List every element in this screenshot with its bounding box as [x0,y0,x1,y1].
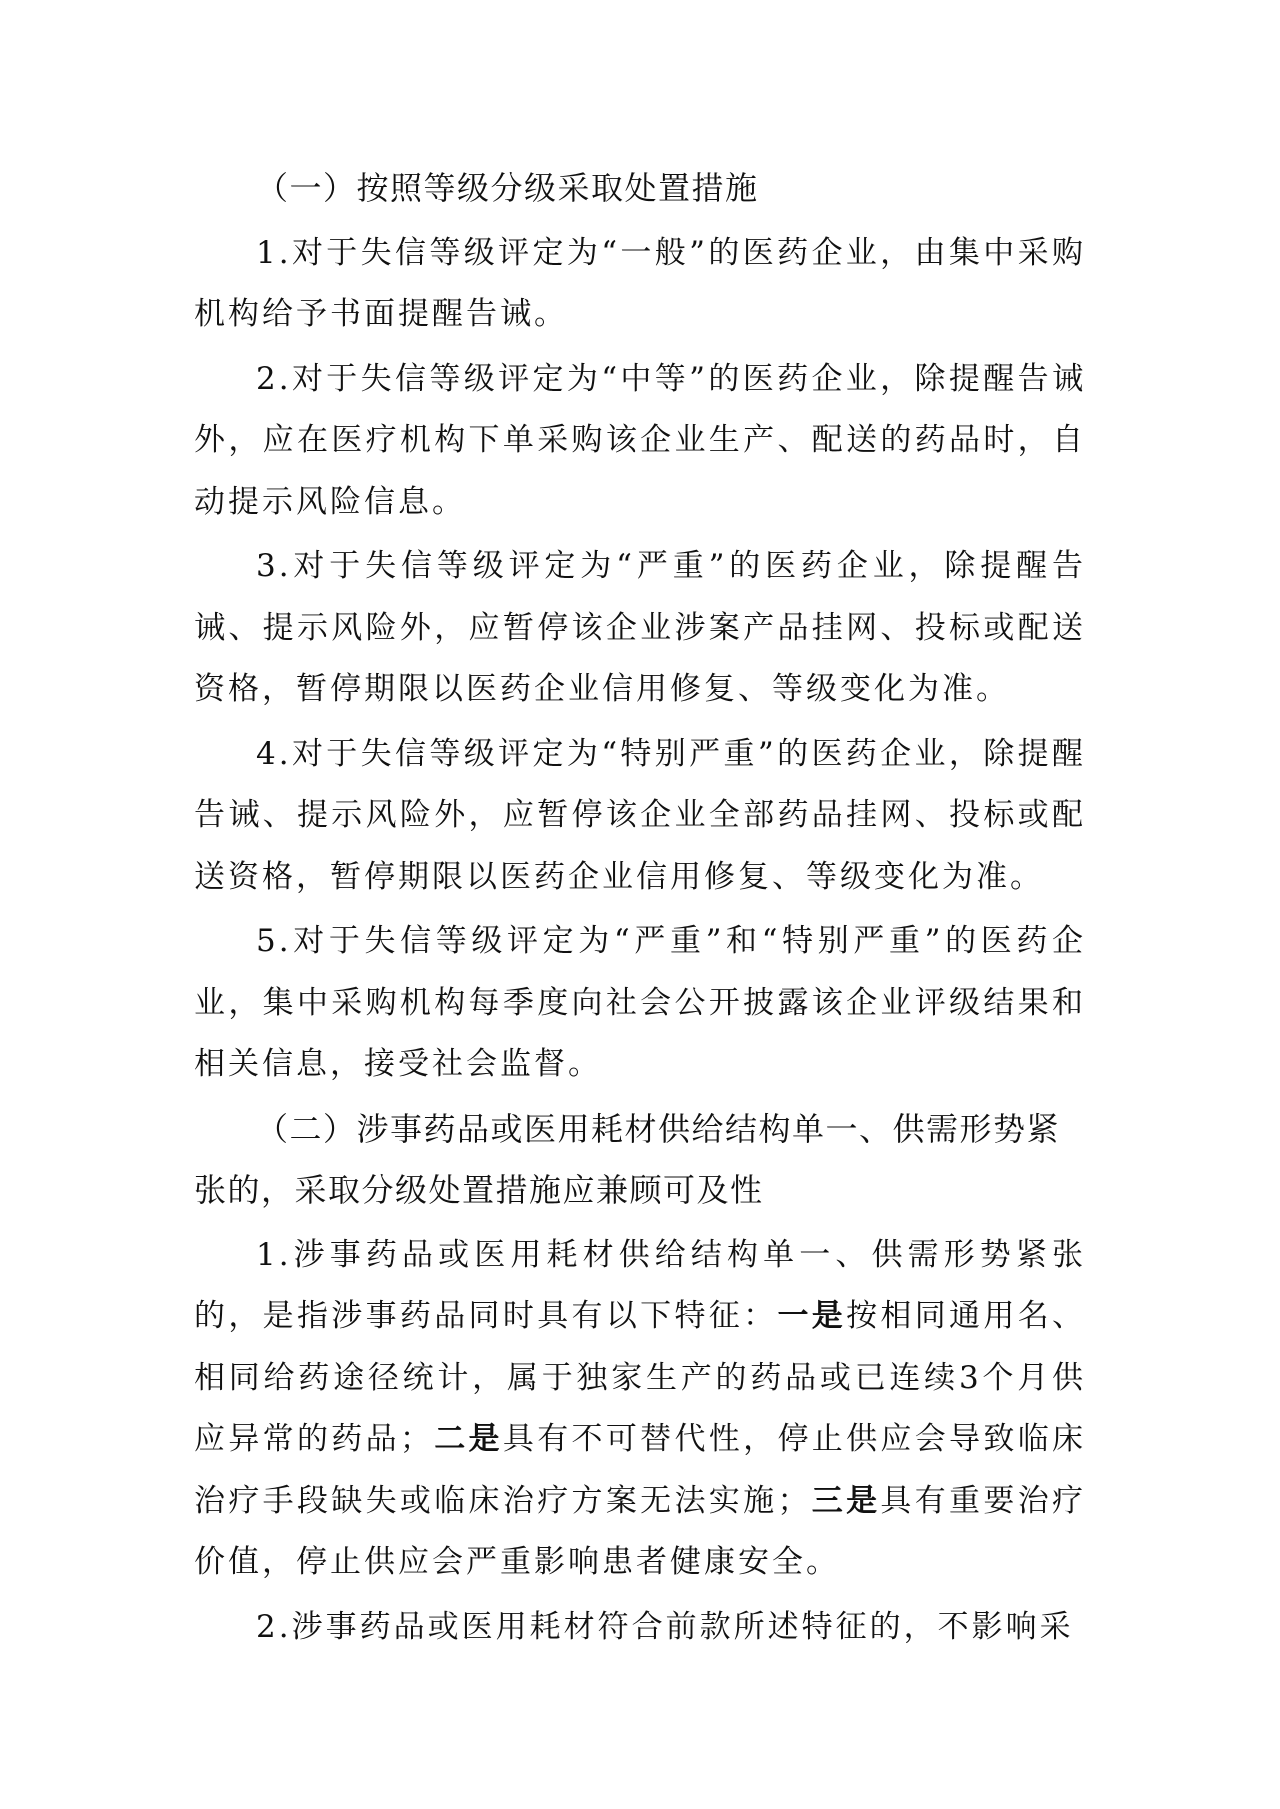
emphasis-first: 一是 [777,1298,847,1334]
section-heading-1: （一）按照等级分级采取处置措施 [256,169,759,207]
paragraph-item-1-3: 3.对于失信等级评定为“严重”的医药企业，除提醒告诫、提示风险外，应暂停该企业涉案产品挂网、投标或配送资格，暂停期限以医药企业信用修复、等级变化为准。 [194,548,1086,707]
document-body [194,158,1086,1658]
section-heading-2: （二）涉事药品或医用耗材供给结构单一、供需形势紧张的，采取分级处置措施应兼顾可及性 [194,1109,1061,1209]
paragraph-item-1-2: 2.对于失信等级评定为“中等”的医药企业，除提醒告诫外，应在医疗机构下单采购该企业生产、配送的药品时，自动提示风险信息。 [194,360,1086,520]
emphasis-third: 三是 [811,1482,881,1519]
paragraph-item-2-1-part-4: 具有重要治疗价值，停止供应会严重影响患者健康安全。 [194,1482,1087,1580]
paragraph-item-2-2: 2.涉事药品或医用耗材符合前款所述特征的，不影响采 [256,1608,1074,1645]
paragraph-item-1-1: 1.对于失信等级评定为“一般”的医药企业，由集中采购机构给予书面提醒告诫。 [194,234,1086,332]
paragraph-item-2-1 [194,1225,1086,1594]
paragraph-item-2-1-part-3: 具有不可替代性，停止供应会导致临床治疗手段缺失或临床治疗方案无法实施； [194,1421,1087,1519]
paragraph-item-2-1-part-1: 1.涉事药品或医用耗材供给结构单一、供需形势紧张的，是指涉事药品同时具有以下特征： [194,1236,1086,1334]
paragraph-item-1-4: 4.对于失信等级评定为“特别严重”的医药企业，除提醒告诫、提示风险外，应暂停该企业全部药品挂网、投标或配送资格，暂停期限以医药企业信用修复、等级变化为准。 [194,735,1086,895]
paragraph-item-1-5: 5.对于失信等级评定为“严重”和“特别严重”的医药企业，集中采购机构每季度向社会公开披露该企业评级结果和相关信息，接受社会监督。 [194,923,1086,1082]
emphasis-second: 二是 [433,1421,503,1457]
paragraph-item-2-1-part-2: 按相同通用名、相同给药途径统计，属于独家生产的药品或已连续3个月供应异常的药品； [194,1298,1087,1457]
